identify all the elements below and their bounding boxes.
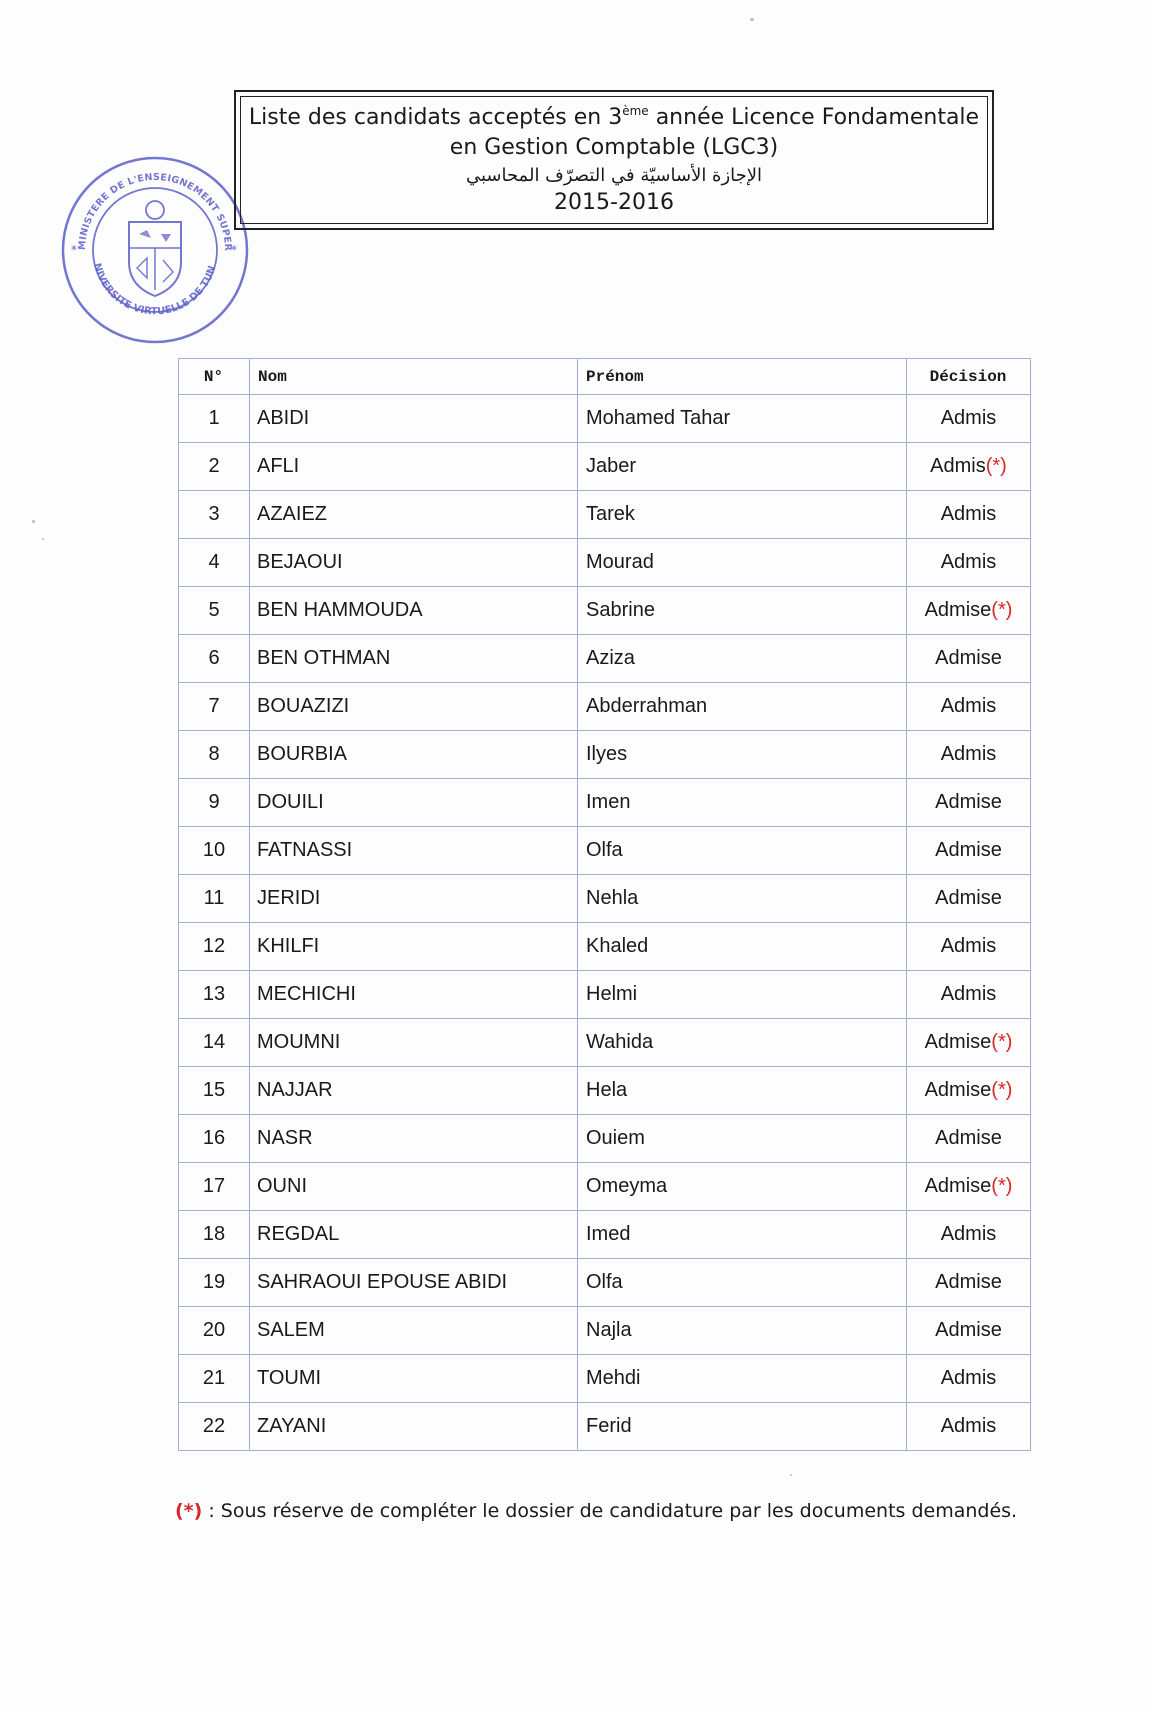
cell-prenom: Olfa [578, 1259, 907, 1307]
cell-nom: JERIDI [250, 875, 578, 923]
cell-prenom: Ilyes [578, 731, 907, 779]
cell-nom: KHILFI [250, 923, 578, 971]
cell-decision [907, 875, 1031, 923]
decision-text: Admise [935, 1127, 1002, 1149]
cell-decision [907, 395, 1031, 443]
cell-nom: MOUMNI [250, 1019, 578, 1067]
cell-nom: BEJAOUI [250, 539, 578, 587]
cell-nom: NAJJAR [250, 1067, 578, 1115]
column-header-decision: Décision [907, 359, 1031, 395]
cell-num: 11 [179, 875, 250, 923]
cell-num: 6 [179, 635, 250, 683]
scan-speck [42, 538, 44, 540]
table-row [179, 1019, 1031, 1067]
cell-decision [907, 731, 1031, 779]
table-row [179, 971, 1031, 1019]
cell-num: 8 [179, 731, 250, 779]
title-line-1-post: année Licence Fondamentale [648, 105, 980, 130]
table-row [179, 587, 1031, 635]
cell-num: 12 [179, 923, 250, 971]
cell-decision [907, 1259, 1031, 1307]
cell-prenom: Hela [578, 1067, 907, 1115]
cell-num: 14 [179, 1019, 250, 1067]
decision-text: Admise [935, 839, 1002, 861]
table-row [179, 731, 1031, 779]
decision-text: Admise [924, 1079, 992, 1101]
seal-text-top: MINISTERE DE L'ENSEIGNEMENT SUPER [76, 171, 234, 252]
column-header-prenom: Prénom [578, 359, 907, 395]
reserve-mark: (*) [991, 1031, 1013, 1053]
cell-decision [907, 635, 1031, 683]
cell-num: 19 [179, 1259, 250, 1307]
table-row [179, 635, 1031, 683]
table-row [179, 1355, 1031, 1403]
cell-prenom: Najla [578, 1307, 907, 1355]
cell-nom: REGDAL [250, 1211, 578, 1259]
title-arabic: الإجازة الأساسيّة في التصرّف المحاسبي [465, 165, 763, 186]
cell-num: 18 [179, 1211, 250, 1259]
cell-prenom: Imed [578, 1211, 907, 1259]
cell-nom: SALEM [250, 1307, 578, 1355]
cell-decision [907, 587, 1031, 635]
cell-nom: OUNI [250, 1163, 578, 1211]
cell-decision [907, 1211, 1031, 1259]
cell-num: 2 [179, 443, 250, 491]
title-box-inner [240, 96, 988, 224]
cell-num: 9 [179, 779, 250, 827]
table-row [179, 443, 1031, 491]
cell-num: 22 [179, 1403, 250, 1451]
cell-nom: ABIDI [250, 395, 578, 443]
footnote [175, 1500, 1075, 1522]
cell-prenom: Mehdi [578, 1355, 907, 1403]
cell-decision [907, 1115, 1031, 1163]
title-line-2: en Gestion Comptable (LGC3) [449, 135, 779, 160]
official-seal-icon [55, 150, 255, 350]
decision-text: Admis [930, 455, 986, 477]
cell-nom: BOURBIA [250, 731, 578, 779]
cell-nom: SAHRAOUI EPOUSE ABIDI [250, 1259, 578, 1307]
table-row [179, 1067, 1031, 1115]
cell-prenom: Khaled [578, 923, 907, 971]
table-header-row [179, 359, 1031, 395]
cell-prenom: Mourad [578, 539, 907, 587]
candidates-table [178, 358, 1031, 1451]
reserve-mark: (*) [991, 1079, 1013, 1101]
table-row [179, 1211, 1031, 1259]
seal-text-bottom: NIVERSITE VIRTUELLE DE TUN [91, 262, 219, 318]
table-row [179, 827, 1031, 875]
title-line-1 [241, 103, 987, 133]
cell-prenom: Aziza [578, 635, 907, 683]
cell-prenom: Ouiem [578, 1115, 907, 1163]
cell-num: 4 [179, 539, 250, 587]
table-row [179, 1163, 1031, 1211]
cell-nom: NASR [250, 1115, 578, 1163]
table-row [179, 923, 1031, 971]
cell-nom: BEN OTHMAN [250, 635, 578, 683]
table-row [179, 1403, 1031, 1451]
decision-text: Admis [940, 1223, 997, 1245]
scan-speck [790, 1474, 792, 1476]
cell-nom: DOUILI [250, 779, 578, 827]
cell-decision [907, 779, 1031, 827]
decision-text: Admise [935, 647, 1002, 669]
cell-prenom: Tarek [578, 491, 907, 539]
cell-decision [907, 683, 1031, 731]
decision-text: Admise [924, 599, 992, 621]
cell-prenom: Olfa [578, 827, 907, 875]
cell-prenom: Abderrahman [578, 683, 907, 731]
table-row [179, 1259, 1031, 1307]
cell-prenom: Mohamed Tahar [578, 395, 907, 443]
decision-text: Admise [924, 1175, 992, 1197]
decision-text: Admise [935, 1319, 1002, 1341]
title-line-1-pre: Liste des candidats acceptés en 3 [248, 105, 623, 130]
svg-text:MINISTERE DE L'ENSEIGNEMENT SU [55, 150, 233, 252]
reserve-mark: (*) [991, 599, 1013, 621]
decision-text: Admise [935, 791, 1002, 813]
cell-prenom: Sabrine [578, 587, 907, 635]
cell-decision [907, 1403, 1031, 1451]
cell-nom: AZAIEZ [250, 491, 578, 539]
cell-decision [907, 923, 1031, 971]
reserve-mark: (*) [985, 455, 1007, 477]
decision-text: Admis [940, 743, 997, 765]
cell-nom: ZAYANI [250, 1403, 578, 1451]
table-row [179, 1115, 1031, 1163]
cell-num: 16 [179, 1115, 250, 1163]
table-row [179, 779, 1031, 827]
cell-decision [907, 443, 1031, 491]
title-line-1-sup: ème [622, 104, 649, 118]
cell-nom: AFLI [250, 443, 578, 491]
table-row [179, 491, 1031, 539]
cell-decision [907, 1163, 1031, 1211]
decision-text: Admis [940, 551, 997, 573]
footnote-mark: (*) [175, 1500, 203, 1522]
table-row [179, 1307, 1031, 1355]
cell-num: 5 [179, 587, 250, 635]
cell-decision [907, 1307, 1031, 1355]
column-header-num: N° [179, 359, 250, 395]
cell-num: 10 [179, 827, 250, 875]
decision-text: Admis [940, 983, 997, 1005]
cell-decision [907, 1067, 1031, 1115]
decision-text: Admise [935, 887, 1002, 909]
cell-decision [907, 491, 1031, 539]
cell-num: 17 [179, 1163, 250, 1211]
decision-text: Admis [940, 1415, 997, 1437]
decision-text: Admise [935, 1271, 1002, 1293]
footnote-text: : Sous réserve de compléter le dossier de candidature par les documents demandés. [202, 1500, 1018, 1522]
scan-speck [750, 18, 754, 21]
cell-num: 21 [179, 1355, 250, 1403]
table-row [179, 683, 1031, 731]
title-box [234, 90, 994, 230]
cell-num: 1 [179, 395, 250, 443]
cell-prenom: Imen [578, 779, 907, 827]
cell-prenom: Jaber [578, 443, 907, 491]
cell-nom: MECHICHI [250, 971, 578, 1019]
cell-prenom: Nehla [578, 875, 907, 923]
svg-text:*: * [231, 243, 237, 257]
cell-num: 7 [179, 683, 250, 731]
cell-decision [907, 539, 1031, 587]
decision-text: Admis [940, 695, 997, 717]
decision-text: Admis [940, 407, 997, 429]
table-row [179, 395, 1031, 443]
table-body [179, 395, 1031, 1451]
cell-nom: BEN HAMMOUDA [250, 587, 578, 635]
column-header-nom: Nom [250, 359, 578, 395]
cell-decision [907, 1019, 1031, 1067]
table-row [179, 875, 1031, 923]
decision-text: Admise [924, 1031, 992, 1053]
table-row [179, 539, 1031, 587]
cell-prenom: Wahida [578, 1019, 907, 1067]
cell-num: 15 [179, 1067, 250, 1115]
cell-decision [907, 971, 1031, 1019]
cell-prenom: Omeyma [578, 1163, 907, 1211]
svg-text:*: * [71, 243, 77, 257]
cell-num: 3 [179, 491, 250, 539]
scan-speck [32, 520, 35, 523]
academic-year: 2015-2016 [554, 190, 674, 215]
cell-num: 20 [179, 1307, 250, 1355]
decision-text: Admis [940, 935, 997, 957]
decision-text: Admis [940, 503, 997, 525]
cell-num: 13 [179, 971, 250, 1019]
decision-text: Admis [940, 1367, 997, 1389]
cell-nom: FATNASSI [250, 827, 578, 875]
cell-decision [907, 1355, 1031, 1403]
cell-nom: BOUAZIZI [250, 683, 578, 731]
cell-prenom: Helmi [578, 971, 907, 1019]
cell-decision [907, 827, 1031, 875]
reserve-mark: (*) [991, 1175, 1013, 1197]
cell-nom: TOUMI [250, 1355, 578, 1403]
cell-prenom: Ferid [578, 1403, 907, 1451]
